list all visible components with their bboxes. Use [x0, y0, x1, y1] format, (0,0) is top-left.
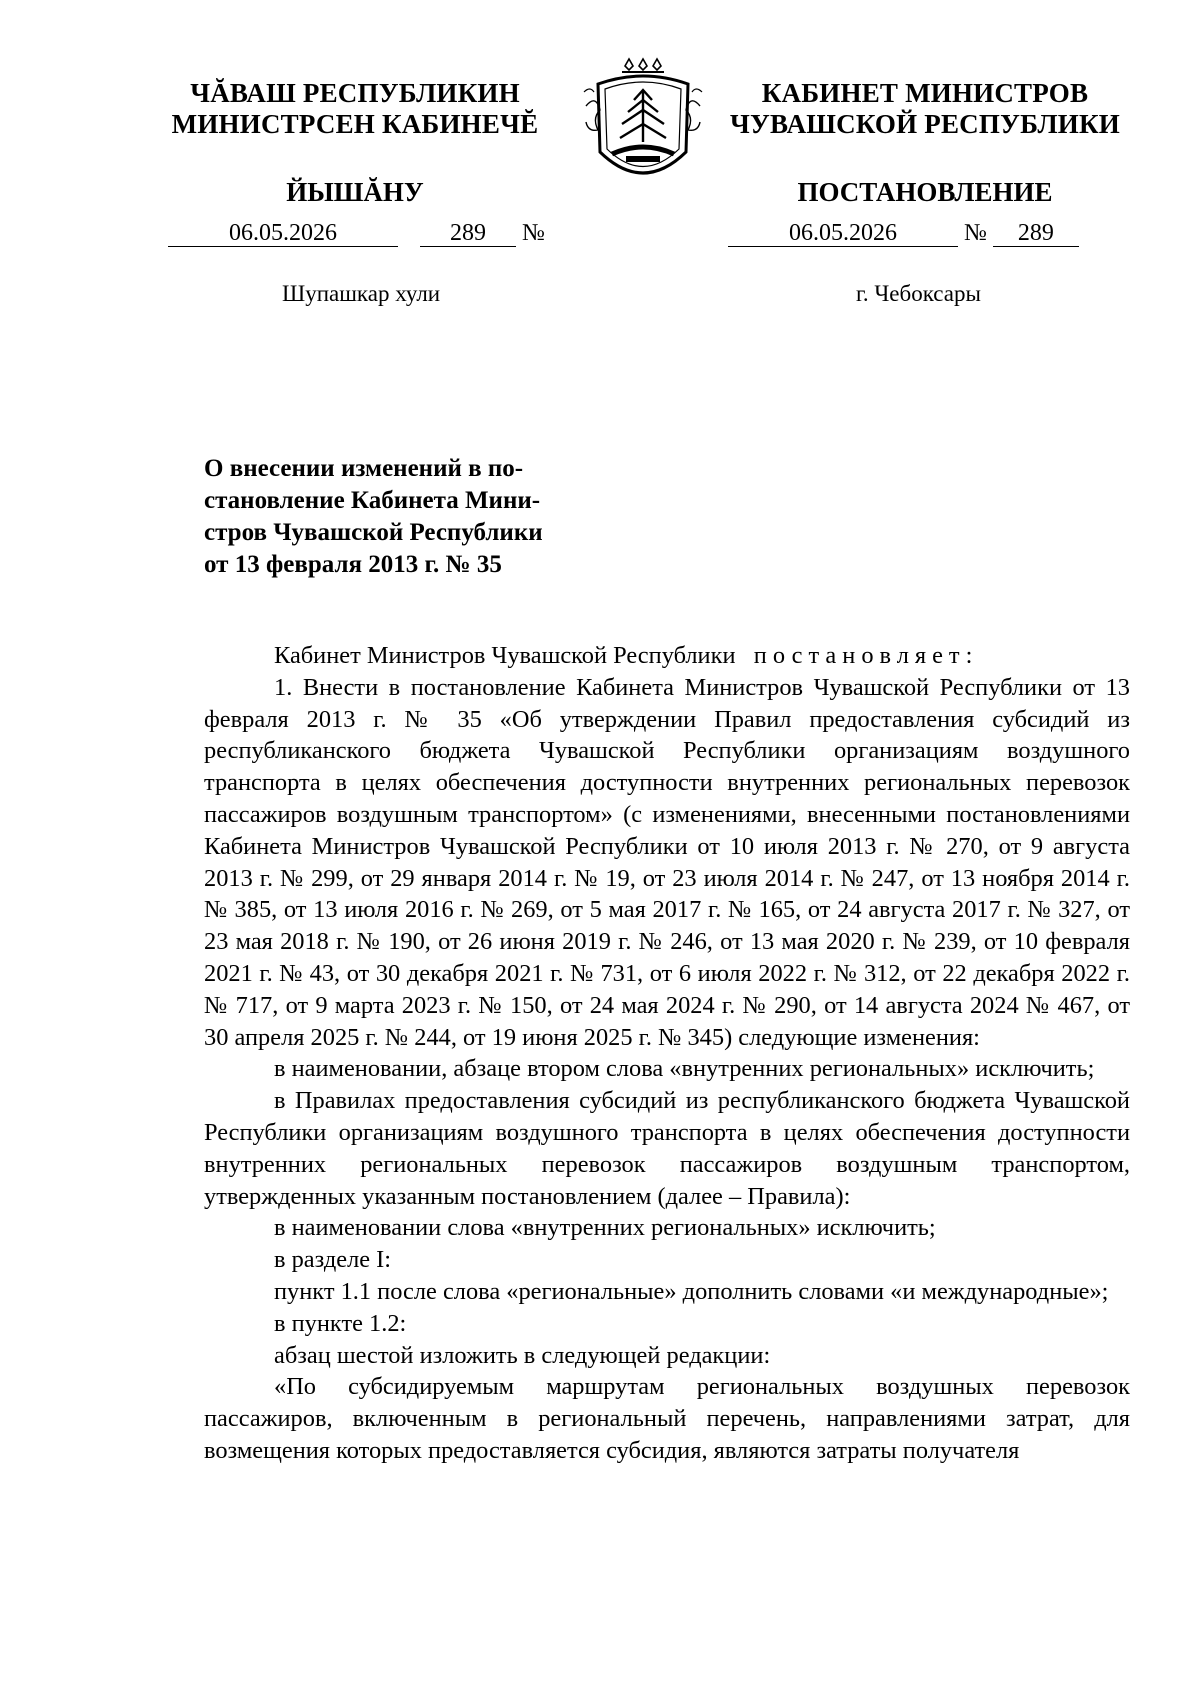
body-paragraph: «По субсидируемым маршрутам региональных воздушных перевозок пассажиров, включенным в региональный перечень, направлениями затрат, для возмещения которых предоставляется субсидия, являются затраты получателя — [204, 1373, 1130, 1464]
org-name-line1: ЧĂВАШ РЕСПУБЛИКИН — [190, 78, 520, 108]
body-paragraph: в разделе I: — [274, 1246, 392, 1274]
body-paragraph: в пункте 1.2: — [274, 1309, 407, 1337]
header-right-russian — [720, 78, 1130, 208]
org-name-line1: КАБИНЕТ МИНИСТРОВ — [761, 78, 1089, 108]
doc-type-russian: ПОСТАНОВЛЕНИЕ — [797, 177, 1053, 207]
number-sign: № — [522, 220, 545, 246]
body-paragraph: в наименовании, абзаце втором слова «внутренних региональных» исключить; — [274, 1055, 1095, 1083]
org-name-line2: ЧУВАШСКОЙ РЕСПУБЛИКИ — [730, 109, 1120, 139]
number-field: 289 — [420, 220, 516, 247]
city-chuvash: Шупашкар хули — [282, 281, 441, 306]
document-body — [204, 640, 1130, 1467]
subject-line: О внесении изменений в по- — [204, 455, 524, 482]
body-paragraph: в наименовании слова «внутренних региональных» исключить; — [274, 1214, 936, 1242]
subject-line: становление Кабинета Мини- — [204, 487, 541, 514]
date-number-right — [728, 220, 1120, 247]
body-paragraph: абзац шестой изложить в следующей редакции: — [274, 1341, 771, 1369]
header-left-chuvash — [150, 78, 560, 208]
document-subject — [204, 453, 572, 581]
date-field: 06.05.2026 — [728, 220, 958, 247]
date-field: 06.05.2026 — [168, 220, 398, 247]
org-name-line2: МИНИСТРСЕН КАБИНЕЧĔ — [171, 109, 539, 139]
number-sign: № — [964, 220, 987, 246]
subject-line: стров Чувашской Республики — [204, 519, 543, 546]
body-paragraph: в Правилах предоставления субсидий из республиканского бюджета Чувашской Республики организациям воздушного транспорта в целях обеспечения доступности внутренних региональных перевозок пассажиров воздушным транспортом, утвержденных указанным постановлением (далее – Правила): — [204, 1087, 1130, 1210]
date-number-left — [168, 220, 560, 247]
doc-type-chuvash: ЙЫШĂНУ — [286, 177, 424, 207]
number-field: 289 — [993, 220, 1079, 247]
preamble-verb: постановляет: — [753, 642, 979, 669]
coat-of-arms-icon — [578, 56, 708, 190]
subject-line: от 13 февраля 2013 г. № 35 — [204, 551, 502, 578]
preamble-paragraph — [204, 640, 1130, 672]
body-paragraph: пункт 1.1 после слова «региональные» дополнить словами «и международные»; — [274, 1277, 1109, 1305]
preamble-lead: Кабинет Министров Чувашской Республики — [274, 642, 736, 669]
city-russian: г. Чебоксары — [856, 281, 981, 306]
body-paragraph: 1. Внести в постановление Кабинета Министров Чувашской Республики от 13 февраля 2013 г. № 35 «Об утверждении Правил предоставления субсидий из республиканского бюджета Чувашской Республики организациям воздушного транспорта в целях обеспечения доступности внутренних региональных перевозок пассажиров воздушным транспортом» (с изменениями, внесенными постановлениями Кабинета Министров Чувашской Республики от 10 июля 2013 г. № 270, от 9 августа 2013 г. № 299, от 29 января 2014 г. № 19, от 23 июля 2014 г. № 247, от 13 ноября 2014 г. № 385, от 13 июля 2016 г. № 269, от 5 мая 2017 г. № 165, от 24 августа 2017 г. № 327, от 23 мая 2018 г. № 190, от 26 июня 2019 г. № 246, от 13 мая 2020 г. № 239, от 10 февраля 2021 г. № 43, от 30 декабря 2021 г. № 731, от 6 июля 2022 г. № 312, от 22 декабря 2022 г. № 717, от 9 марта 2023 г. № 150, от 24 мая 2024 г. № 290, от 14 августа 2024 № 467, от 30 апреля 2025 г. № 244, от 19 июня 2025 г. № 345) следующие изменения: — [204, 673, 1130, 1051]
